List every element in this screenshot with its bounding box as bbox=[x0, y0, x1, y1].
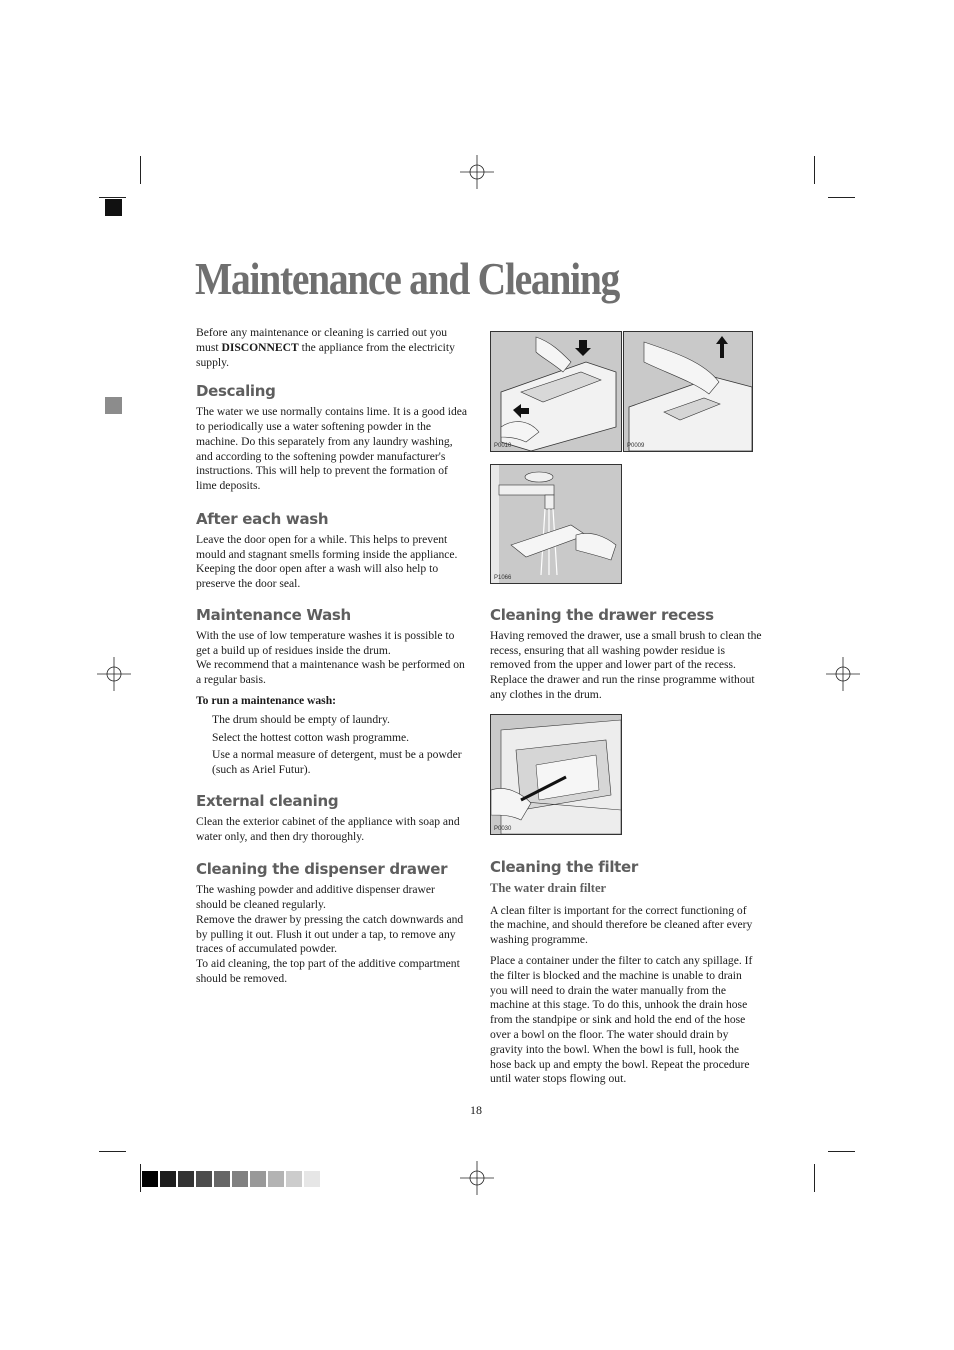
page-title: Maintenance and Cleaning bbox=[195, 253, 620, 304]
insert-removal-illustration bbox=[624, 332, 752, 451]
external-cleaning-text: Clean the exterior cabinet of the appliance with soap and water only, and then dry thoroughly. bbox=[196, 814, 460, 843]
left-column bbox=[196, 326, 468, 993]
drawer-recess-heading: Cleaning the drawer recess bbox=[490, 606, 714, 624]
external-cleaning-heading: External cleaning bbox=[196, 791, 339, 810]
filter-section bbox=[490, 846, 762, 1093]
crop-mark bbox=[814, 156, 815, 184]
crop-mark bbox=[828, 1151, 855, 1152]
recess-section bbox=[490, 596, 762, 709]
color-swatch bbox=[142, 1171, 158, 1187]
color-swatch bbox=[268, 1171, 284, 1187]
list-item: Select the hottest cotton wash programme. bbox=[212, 730, 410, 744]
maintenance-wash-text: We recommend that a maintenance wash be performed on a regular basis. bbox=[196, 658, 465, 687]
color-swatch bbox=[178, 1171, 194, 1187]
color-swatch bbox=[250, 1171, 266, 1187]
crop-mark bbox=[140, 156, 141, 184]
list-item: Use a normal measure of detergent, must be a powder (such as Ariel Futur). bbox=[212, 748, 462, 777]
dispenser-heading: Cleaning the dispenser drawer bbox=[196, 860, 448, 879]
figure-code: P0010 bbox=[494, 443, 512, 449]
crop-mark bbox=[828, 197, 855, 198]
color-swatch bbox=[214, 1171, 230, 1187]
after-wash-text: Leave the door open for a while. This helps to prevent mould and stagnant smells forming inside the appliance. Keeping the door open after a wash will also help to preserve the door seal. bbox=[196, 532, 458, 591]
disconnect-emphasis: DISCONNECT bbox=[221, 340, 299, 354]
maintenance-steps bbox=[196, 713, 468, 778]
descaling-text: The water we use normally contains lime. It is a good idea to periodically use a water softening powder in the machine. Do this separately from any laundry washing, and according to the softening powder manufacturer's instructions. This will help to prevent the formation of lime deposits. bbox=[196, 405, 468, 493]
crop-mark bbox=[814, 1164, 815, 1192]
maintenance-wash-text: With the use of low temperature washes it is possible to get a build up of residues inside the drum. bbox=[196, 628, 455, 657]
maintenance-wash-lead: To run a maintenance wash: bbox=[196, 693, 337, 707]
maintenance-wash-heading: Maintenance Wash bbox=[196, 605, 351, 624]
registration-mark-icon bbox=[460, 155, 494, 189]
dispenser-text: To aid cleaning, the top part of the additive compartment should be removed. bbox=[196, 957, 460, 985]
recess-brush-illustration bbox=[491, 715, 621, 834]
drain-filter-subheading: The water drain filter bbox=[490, 880, 607, 895]
after-wash-heading: After each wash bbox=[196, 509, 329, 528]
color-swatch bbox=[286, 1171, 302, 1187]
drawer-removal-illustration bbox=[491, 332, 621, 451]
figure-code: P1066 bbox=[494, 575, 512, 581]
crop-mark bbox=[99, 197, 126, 198]
registration-mark-icon bbox=[826, 657, 860, 691]
drawer-recess-text: Having removed the drawer, use a small brush to clean the recess, ensuring that all washing powder residue is removed from the upper and lower part of the recess. Replace the drawer and run the rinse programme without any clothes in the drum. bbox=[490, 628, 762, 701]
dispenser-text: Remove the drawer by pressing the catch downwards and by pulling it out. Flush it out under a tap, to remove any traces of accumulated powder. bbox=[196, 912, 464, 956]
tap-rinse-illustration bbox=[491, 465, 621, 583]
section-tab-marker bbox=[105, 199, 122, 216]
color-swatch bbox=[232, 1171, 248, 1187]
registration-mark-icon bbox=[97, 657, 131, 691]
filter-heading: Cleaning the filter bbox=[490, 858, 638, 876]
figure-code: P0030 bbox=[494, 826, 512, 832]
dispenser-text: The washing powder and additive dispenser drawer should be cleaned regularly. bbox=[196, 883, 435, 911]
figure-recess-brush bbox=[490, 714, 622, 835]
color-swatch bbox=[196, 1171, 212, 1187]
descaling-heading: Descaling bbox=[196, 382, 276, 401]
section-tab-marker bbox=[105, 397, 122, 414]
figure-drawer-removal bbox=[490, 331, 622, 452]
color-swatch bbox=[160, 1171, 176, 1187]
list-item: The drum should be empty of laundry. bbox=[212, 712, 390, 726]
crop-mark bbox=[140, 1164, 141, 1192]
color-swatch bbox=[304, 1171, 320, 1187]
figure-tap-rinse bbox=[490, 464, 622, 584]
filter-text: Place a container under the filter to catch any spillage. If the filter is blocked and the machine is unable to drain you will need to drain the water manually from the machine at this stage. To do this, unhook the drain hose from the standpipe or sink and hold the end of the hose over a bowl on the floor. The water should drain by gravity into the bowl. When the bowl is full, hook the hose back up and empty the bowl. Repeat the procedure until water stops flowing out. bbox=[490, 953, 753, 1086]
page-number: 18 bbox=[470, 1103, 482, 1117]
intro-paragraph: Before any maintenance or cleaning is carried out you must DISCONNECT the appliance from the electricity supply. bbox=[196, 326, 455, 369]
filter-text: A clean filter is important for the correct functioning of the machine, and should therefore be cleaned after every washing programme. bbox=[490, 903, 753, 947]
registration-mark-icon bbox=[460, 1161, 494, 1195]
figure-insert-removal bbox=[623, 331, 753, 452]
crop-mark bbox=[99, 1151, 126, 1152]
figure-code: P0009 bbox=[627, 443, 645, 449]
